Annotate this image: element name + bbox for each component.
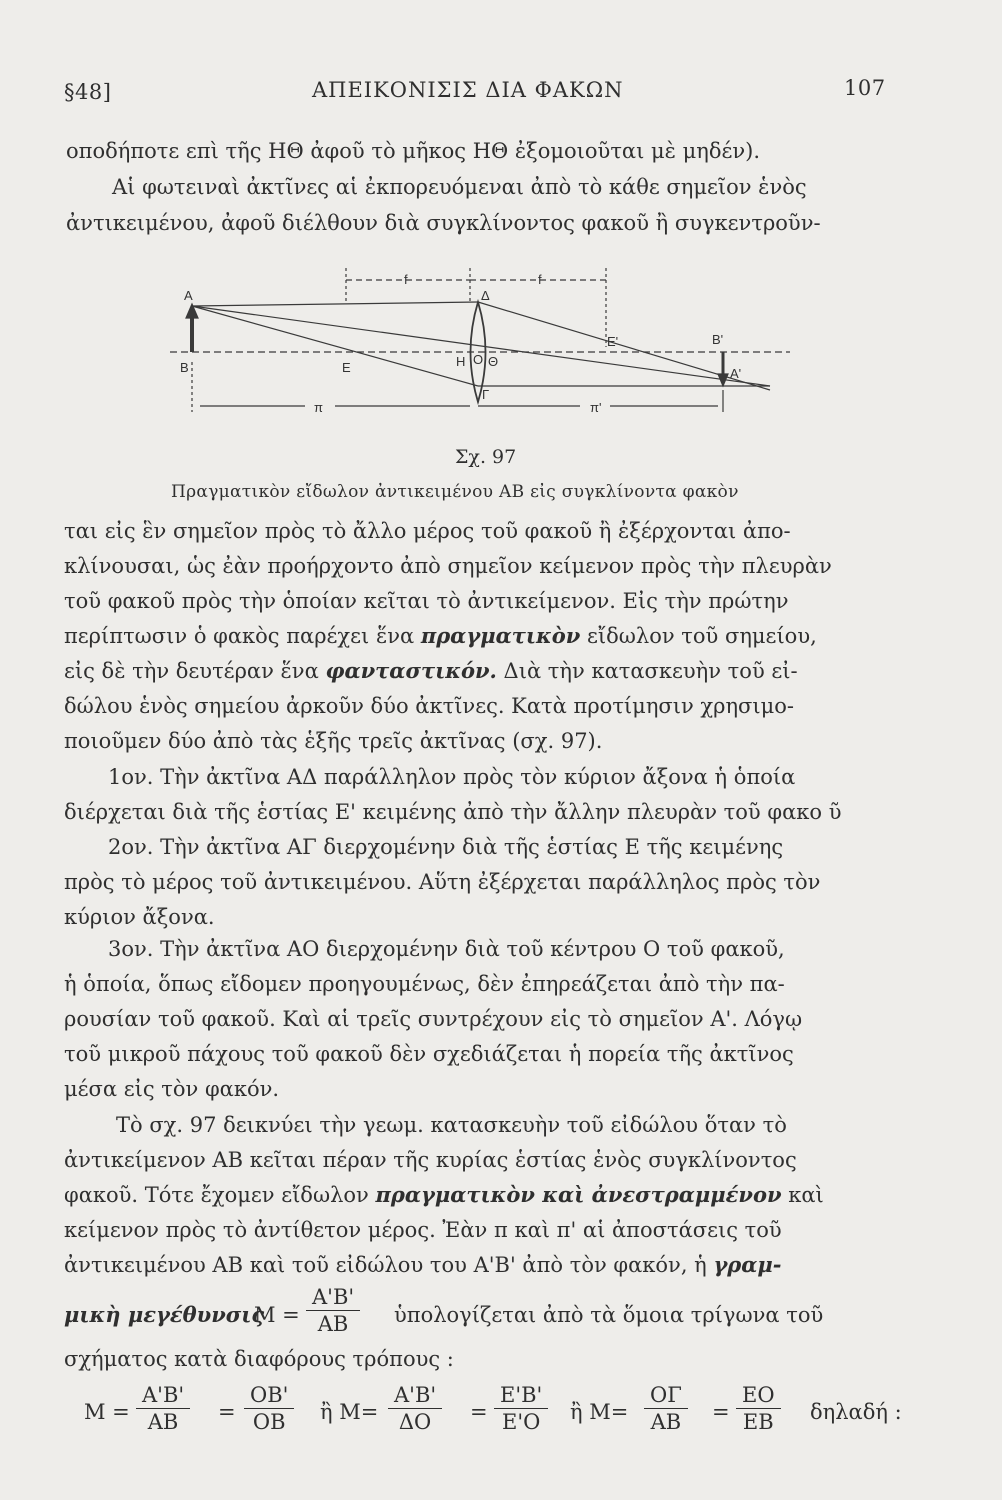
fraction-5: $\frac{O\Gamma}{AB}$ xyxy=(644,1382,688,1435)
text-line: σχήματος κατὰ διαφόρους τρόπους : xyxy=(64,1347,454,1371)
magnification-line xyxy=(64,1284,904,1340)
ray-focal xyxy=(192,306,478,386)
formula-m: M = xyxy=(254,1303,300,1327)
formula-row: M = $\frac{A'B'}{AB}$ = $\frac{OB'}{OB}$ ἢ M= $\frac{A'B'}{\Delta O}$ = $\frac{E'B'}{E'O}$ ἢ M= $\frac{O\Gamma}{AB}$ = $\frac{EO}{EB}$ δηλαδή : xyxy=(84,1383,902,1434)
fraction-magnification: $\frac{A'B'}{AB}$ xyxy=(306,1284,360,1337)
label-f-right: f xyxy=(538,272,542,287)
text-line: ρουσίαν τοῦ φακοῦ. Καὶ αἱ τρεῖς συντρέχουν εἰς τὸ σημεῖον Α'. Λόγῳ xyxy=(64,1007,803,1031)
text-line: κλίνουσαι, ὡς ἐὰν προήρχοντο ἀπὸ σημεῖον κείμενον πρὸς τὴν πλευρὰν xyxy=(64,554,832,578)
label-pi-prime: π' xyxy=(590,400,602,415)
text-line: περίπτωσιν ὁ φακὸς παρέχει ἕνα πραγματικὸν εἴδωλον τοῦ σημείου, xyxy=(64,623,817,648)
label-E: E xyxy=(342,360,351,375)
emphasis-virtual: φανταστικόν. xyxy=(325,658,497,683)
ray-parallel-refracted xyxy=(478,302,770,390)
page-number: 107 xyxy=(844,76,886,100)
label-pi: π xyxy=(314,400,323,415)
fraction-3: $\frac{A'B'}{\Delta O}$ xyxy=(388,1382,442,1435)
section-number: §48] xyxy=(64,80,112,104)
text-line: Αἱ φωτειναὶ ἀκτῖνες αἱ ἐκπορευόμεναι ἀπὸ τὸ κάθε σημεῖον ἑνὸς xyxy=(112,175,807,199)
text-line: κείμενον πρὸς τὸ ἀντίθετον μέρος. Ἐὰν π καὶ π' αἱ ἀποστάσεις τοῦ xyxy=(64,1218,782,1242)
running-header xyxy=(64,76,886,112)
label-H: H xyxy=(456,354,466,369)
figure-number: Σχ. 97 xyxy=(455,446,517,468)
text-line: 1ον. Τὴν ἀκτῖνα ΑΔ παράλληλον πρὸς τὸν κύριον ἄξονα ἡ ὁποία xyxy=(108,765,796,789)
figure-caption: Πραγματικὸν εἴδωλον ἀντικειμένου ΑΒ εἰς συγκλίνοντα φακὸν xyxy=(171,482,739,502)
fraction-4: $\frac{E'B'}{E'O}$ xyxy=(494,1382,548,1435)
text-line: ἀντικειμένου ΑΒ καὶ τοῦ εἰδώλου του Α'Β' ἀπὸ τὸν φακόν, ἡ γραμ- xyxy=(64,1252,782,1277)
text-line: Τὸ σχ. 97 δεικνύει τὴν γεωμ. κατασκευὴν τοῦ εἰδώλου ὅταν τὸ xyxy=(116,1113,787,1137)
text-line: ται εἰς ἓν σημεῖον πρὸς τὸ ἄλλο μέρος τοῦ φακοῦ ἢ ἐξέρχονται ἀπο- xyxy=(64,519,791,543)
text-line: δώλου ἑνὸς σημείου ἀρκοῦν δύο ἀκτῖνες. Κατὰ προτίμησιν χρησιμο- xyxy=(64,694,795,718)
text-line: φακοῦ. Τότε ἔχομεν εἴδωλον πραγματικὸν καὶ ἀνεστραμμένον καὶ xyxy=(64,1182,824,1207)
text-line: κύριον ἄξονα. xyxy=(64,905,215,929)
label-O: O xyxy=(473,352,484,367)
emphasis-linear: γραμ- xyxy=(713,1252,782,1277)
text-line: ἀντικειμένου, ἀφοῦ διέλθουν διὰ συγκλίνοντος φακοῦ ἢ συγκεντροῦν- xyxy=(66,211,821,235)
text-line: τοῦ φακοῦ πρὸς τὴν ὁποίαν κεῖται τὸ ἀντικείμενον. Εἰς τὴν πρώτην xyxy=(64,589,789,613)
text-line: 3ον. Τὴν ἀκτῖνα ΑΟ διερχομένην διὰ τοῦ κέντρου Ο τοῦ φακοῦ, xyxy=(108,937,785,961)
emphasis-real-inverted: πραγματικὸν καὶ ἀνεστραμμένον xyxy=(375,1182,782,1207)
text-line: διέρχεται διὰ τῆς ἑστίας Ε' κειμένης ἀπὸ τὴν ἄλλην πλευρὰν τοῦ φακο ῦ xyxy=(64,800,842,824)
fraction-6: $\frac{EO}{EB}$ xyxy=(736,1382,781,1435)
text-line: εἰς δὲ τὴν δευτέραν ἕνα φανταστικόν. Διὰ τὴν κατασκευὴν τοῦ εἰ- xyxy=(64,658,798,683)
fraction-1: $\frac{A'B'}{AB}$ xyxy=(136,1382,190,1435)
text-line: ἀντικείμενον ΑΒ κεῖται πέραν τῆς κυρίας ἑστίας ἑνὸς συγκλίνοντος xyxy=(64,1148,797,1172)
ray-parallel xyxy=(192,302,478,306)
text-line: τοῦ μικροῦ πάχους τοῦ φακοῦ δὲν σχεδιάζεται ἡ πορεία τῆς ἀκτῖνος xyxy=(64,1042,794,1066)
label-theta: Θ xyxy=(488,354,499,369)
label-gamma: Γ xyxy=(482,387,490,402)
text-line: οποδήποτε επὶ τῆς ΗΘ ἀφοῦ τὸ μῆκος ΗΘ ἐξομοιοῦται μὲ μηδέν). xyxy=(66,139,761,163)
text-line: ποιοῦμεν δύο ἀπὸ τὰς ἑξῆς τρεῖς ἀκτῖνας (σχ. 97). xyxy=(64,729,603,753)
label-B: B xyxy=(180,360,189,375)
chapter-title: ΑΠΕΙΚΟΝΙΣΙΣ ΔΙΑ ΦΑΚΩΝ xyxy=(312,78,624,102)
text-line: μέσα εἰς τὸν φακόν. xyxy=(64,1077,280,1101)
text-line: ὑπολογίζεται ἀπὸ τὰ ὅμοια τρίγωνα τοῦ xyxy=(394,1303,824,1327)
label-A: A xyxy=(184,288,193,303)
label-e-prime: E' xyxy=(607,334,619,349)
fraction-2: $\frac{OB'}{OB}$ xyxy=(244,1382,294,1435)
label-f-left: f xyxy=(404,272,408,287)
text-line: πρὸς τὸ μέρος τοῦ ἀντικειμένου. Αὕτη ἐξέρχεται παράλληλος πρὸς τὸν xyxy=(64,870,821,894)
label-delta: Δ xyxy=(481,288,490,303)
ray-diagram xyxy=(170,262,800,432)
ray-center xyxy=(192,306,770,386)
label-b-prime: B' xyxy=(712,332,724,347)
emphasis-magnification: μικὴ μεγέθυνσις xyxy=(64,1302,265,1327)
text-line: 2ον. Τὴν ἀκτῖνα ΑΓ διερχομένην διὰ τῆς ἑστίας Ε τῆς κειμένης xyxy=(108,835,784,859)
emphasis-real: πραγματικὸν xyxy=(420,623,581,648)
label-a-prime: A' xyxy=(730,366,742,381)
text-line: ἡ ὁποία, ὅπως εἴδομεν προηγουμένως, δὲν ἐπηρεάζεται ἀπὸ τὴν πα- xyxy=(64,972,785,996)
